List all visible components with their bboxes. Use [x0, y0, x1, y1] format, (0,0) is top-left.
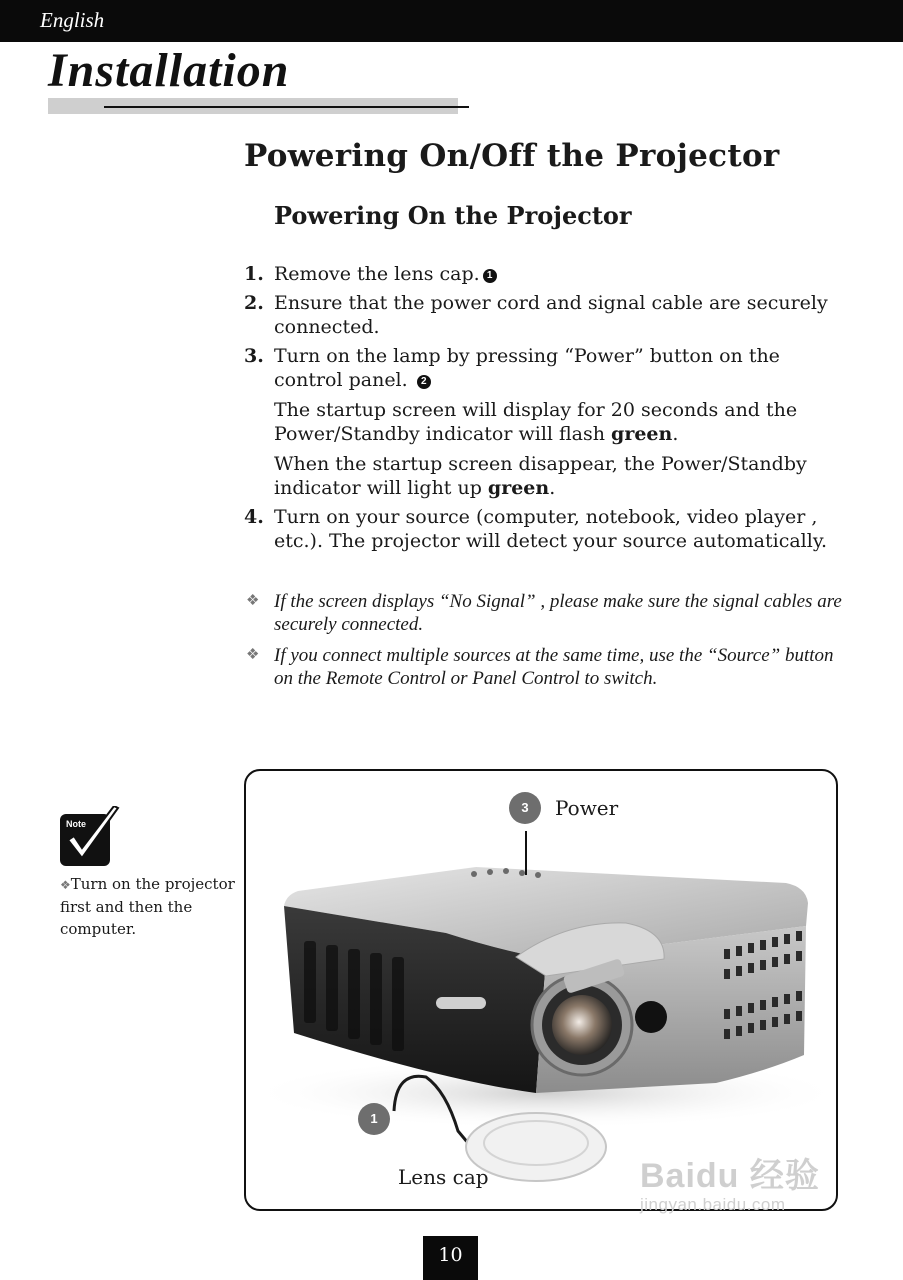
- page-subheading: Powering On the Projector: [274, 201, 632, 230]
- watermark-url: jingyan.baidu.com: [640, 1195, 786, 1214]
- step-text: Turn on the lamp by pressing “Power” button on the control panel.: [274, 345, 780, 391]
- step-number: 2.: [244, 292, 264, 314]
- diamond-bullet-icon: ❖: [246, 593, 260, 609]
- tip-item: ❖ If you connect multiple sources at the same time, use the “Source” button on the Remote Control or Panel Control to switch.: [246, 645, 834, 689]
- lens-cap-callout-label: Lens cap: [398, 1165, 489, 1189]
- tip-item: ❖ If the screen displays “No Signal” , please make sure the signal cables are securely connected.: [246, 591, 842, 635]
- step-subtext: The startup screen will display for 20 seconds and the Power/Standby indicator will flash green.: [274, 399, 798, 445]
- projector-illustration: [246, 771, 838, 1211]
- note-checkmark-icon: [60, 806, 122, 872]
- page-heading: Powering On/Off the Projector: [244, 138, 780, 174]
- step-item: [244, 262, 844, 286]
- watermark-brand: Baidu 经验: [640, 1157, 820, 1195]
- title-underline-rule: [104, 106, 469, 108]
- step-item: [244, 505, 844, 553]
- lens-cap-callout-badge: 1: [358, 1103, 390, 1135]
- step-number: 1.: [244, 263, 264, 285]
- step-item: [244, 344, 844, 500]
- steps-list: [244, 262, 844, 558]
- power-callout-badge: 3: [509, 792, 541, 824]
- step-text: Ensure that the power cord and signal cable are securely connected.: [274, 292, 828, 338]
- note-text: ❖Turn on the projector first and then the computer.: [60, 875, 235, 938]
- diamond-bullet-icon: ❖: [60, 878, 71, 892]
- step-text: Remove the lens cap.: [274, 263, 480, 285]
- step-number: 4.: [244, 506, 264, 528]
- callout-badge: 1: [483, 269, 497, 283]
- watermark: [640, 1148, 820, 1215]
- power-callout-label: Power: [555, 796, 619, 820]
- tips-list: [244, 590, 844, 698]
- header-bar: [0, 0, 903, 42]
- language-label: English: [40, 8, 105, 32]
- projector-figure: [244, 769, 838, 1211]
- page-number: 10: [423, 1236, 478, 1280]
- svg-text:Note: Note: [66, 819, 86, 829]
- diamond-bullet-icon: ❖: [246, 647, 260, 663]
- step-subtext: When the startup screen disappear, the Power/Standby indicator will light up green.: [274, 453, 807, 499]
- step-number: 3.: [244, 345, 264, 367]
- step-text: Turn on your source (computer, notebook, video player , etc.). The projector will detect your source automatically.: [274, 506, 828, 552]
- section-title: Installation: [48, 44, 290, 97]
- callout-badge: 2: [417, 375, 431, 389]
- step-item: [244, 291, 844, 339]
